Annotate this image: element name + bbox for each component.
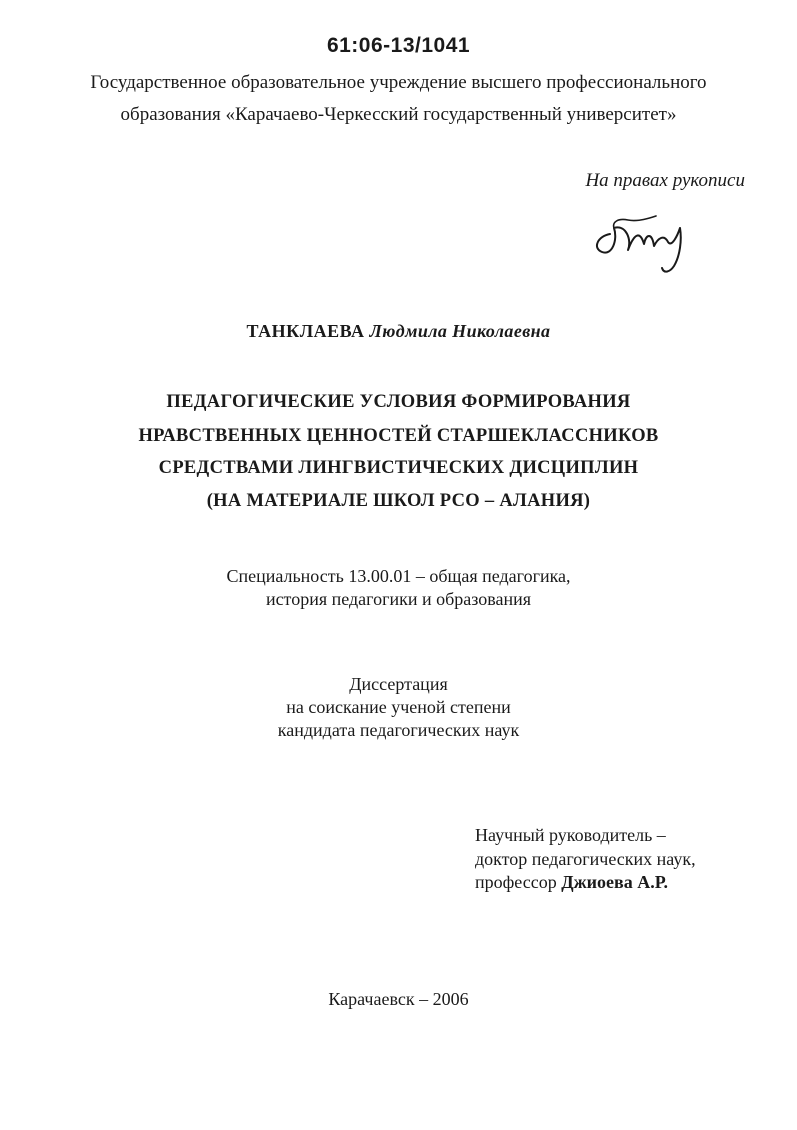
title-line-2: НРАВСТВЕННЫХ ЦЕННОСТЕЙ СТАРШЕКЛАССНИКОВ bbox=[138, 426, 659, 446]
specialty-line-2: история педагогики и образования bbox=[265, 589, 532, 609]
degree-line-2: кандидата педагогических наук bbox=[277, 720, 520, 740]
place-and-year: Карачаевск – 2006 bbox=[328, 989, 469, 1009]
manuscript-rights-note: На правах рукописи bbox=[585, 170, 745, 191]
degree-line-1: на соискание ученой степени bbox=[286, 697, 511, 717]
supervisor-name: Джиоева А.Р. bbox=[561, 872, 668, 892]
supervisor-title: профессор bbox=[475, 872, 557, 892]
title-line-4: (НА МАТЕРИАЛЕ ШКОЛ РСО – АЛАНИЯ) bbox=[206, 491, 591, 511]
title-line-1: ПЕДАГОГИЧЕСКИЕ УСЛОВИЯ ФОРМИРОВАНИЯ bbox=[166, 392, 631, 412]
author-signature bbox=[588, 204, 698, 276]
author-given-names: Людмила Николаевна bbox=[369, 321, 551, 341]
specialty-line-1: Специальность 13.00.01 – общая педагогика, bbox=[226, 566, 571, 586]
author-surname: ТАНКЛАЕВА bbox=[246, 321, 365, 341]
title-line-3: СРЕДСТВАМИ ЛИНГВИСТИЧЕСКИХ ДИСЦИПЛИН bbox=[158, 458, 639, 478]
author-name bbox=[0, 321, 797, 342]
supervisor-line-1: Научный руководитель – bbox=[475, 825, 666, 845]
dissertation-label: Диссертация bbox=[349, 674, 448, 694]
supervisor-line-3 bbox=[475, 872, 668, 893]
catalog-code: 61:06-13/1041 bbox=[326, 34, 471, 57]
institution-line-1: Государственное образовательное учреждение высшего профессионального bbox=[90, 72, 707, 93]
institution-line-2: образования «Карачаево-Черкесский государственный университет» bbox=[120, 104, 677, 125]
supervisor-line-2: доктор педагогических наук, bbox=[475, 849, 696, 869]
